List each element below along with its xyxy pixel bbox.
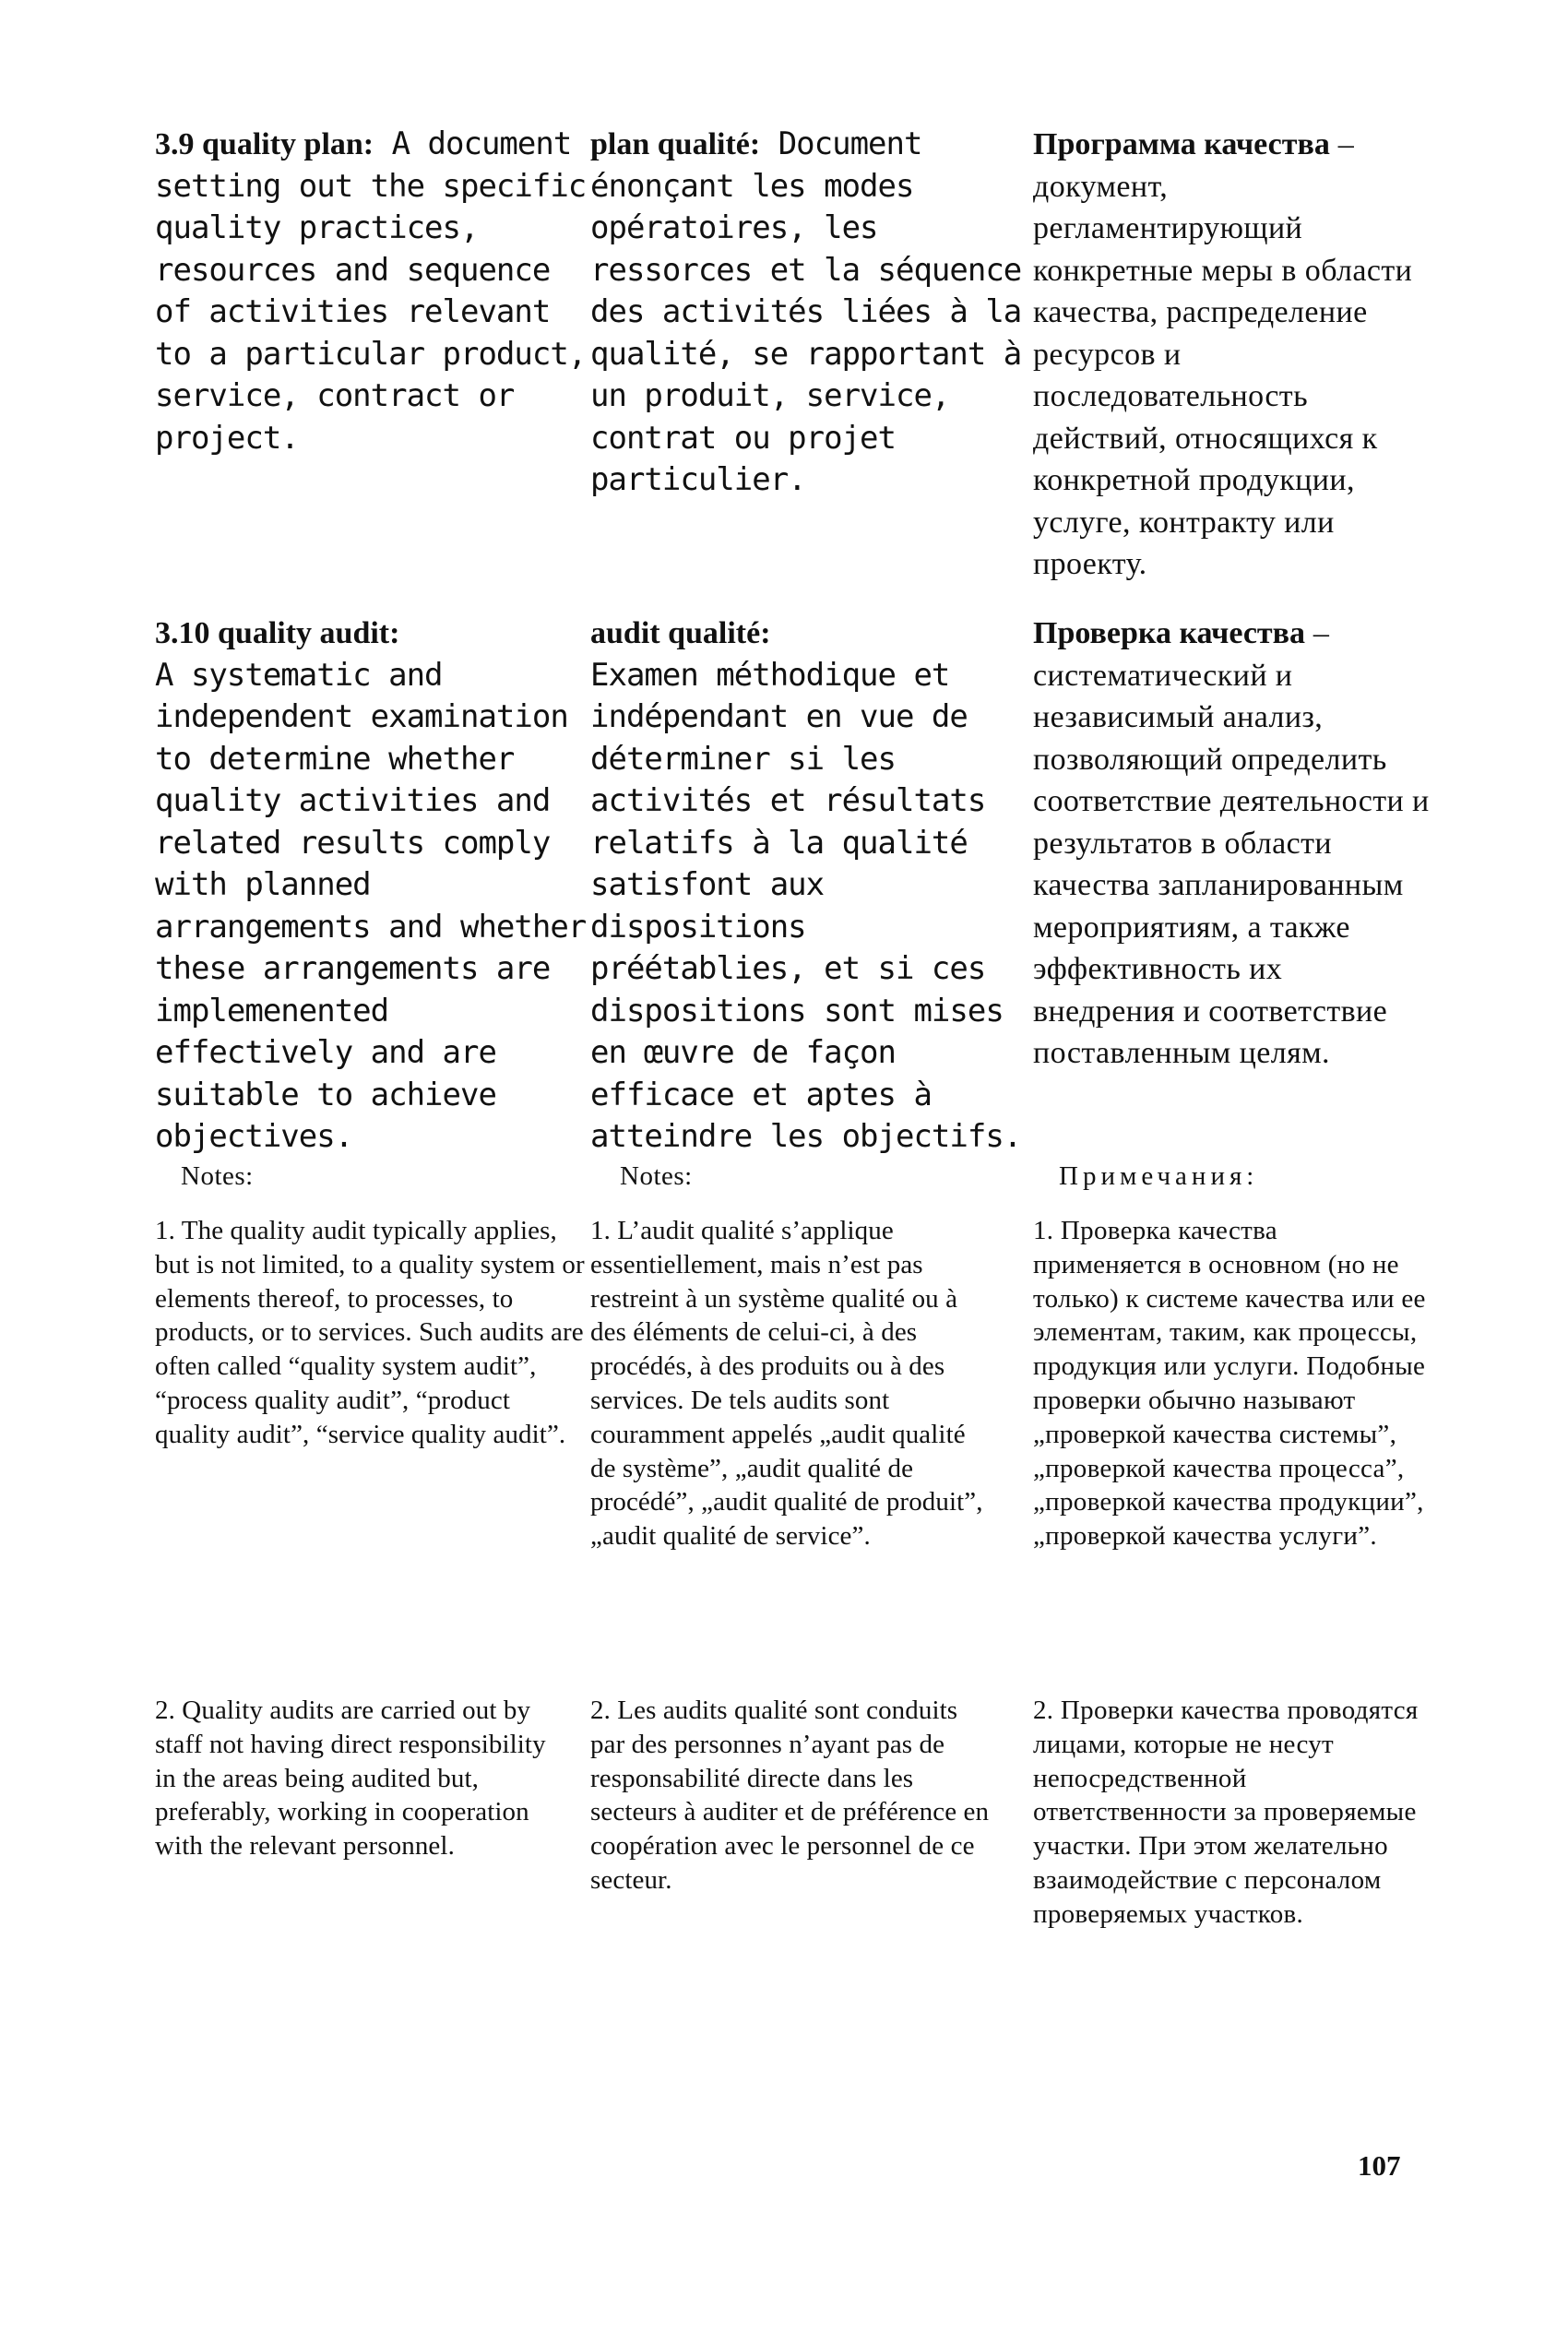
entry-3-9-fr-term: plan qualité: — [590, 127, 761, 161]
entry-3-10-en-term: 3.10 quality audit: — [155, 616, 400, 650]
entry-3-10-fr-term: audit qualité: — [590, 616, 771, 650]
entry-3-9-en — [155, 124, 588, 459]
note-2-ru: 2. Проверки качества проводятся лицами, которые не несут непосредственной ответственности за проверяемые участки. При этом желательно взаимодействие с персоналом проверяемых участков. — [1033, 1695, 1419, 1929]
note-2-en: 2. Quality audits are carried out by staff not having direct responsibility in the areas being audited but, preferably, working in cooperation with the relevant personnel. — [155, 1695, 546, 1862]
entry-3-10-fr-definition: Examen méthodique et indépendant en vue de déterminer si les activités et résultats relatifs à la qualité satisfont aux dispositions préétablies, et si ces dispositions sont mises en œuvre de façon efficace et aptes à atteindre les objectifs. — [590, 656, 1022, 1155]
entry-3-9-ru — [1033, 124, 1430, 586]
note-1-ru: 1. Проверка качества применяется в основном (но не только) к системе качества или ее элементам, таким, как процессы, продукция или услуги. Подобные проверки обычно называют „проверкой качества системы”, „проверкой качества процесса”, „проверкой качества продукции”, „проверкой качества услуги”. — [1033, 1216, 1426, 1552]
notes-heading-fr: Notes: — [620, 1161, 693, 1191]
entry-3-9-ru-definition: – документ, регламентирующий конкретные меры в области качества, распределение ресурсов и последовательность действий, относящихся к конкретной продукции, услуге, контракту или проекту. — [1033, 127, 1413, 581]
note-1-en: 1. The quality audit typically applies, but is not limited, to a quality system or elements thereof, to processes, to products, or to services. Such audits are often called “quality system audit”, “process quality audit”, “product quality audit”, “service quality audit”. — [155, 1216, 585, 1449]
entry-3-9-en-definition: A document setting out the specific quality practices, resources and sequence of activities relevant to a particular product, service, contract or project. — [155, 125, 587, 457]
note-1-fr: 1. L’audit qualité s’applique essentiellement, mais n’est pas restreint à un système qualité ou à des éléments de celui-ci, à des procédés, à des produits ou à des services. De tels audits sont couramment appelés „audit qualité de système”, „audit qualité de procédé”, „audit qualité de produit”, „audit qualité de service”. — [590, 1216, 983, 1552]
entry-3-10-en — [155, 613, 588, 1159]
entry-3-9-fr — [590, 124, 1024, 502]
notes-heading-ru: Примечания: — [1059, 1161, 1259, 1191]
note-2-fr: 2. Les audits qualité sont conduits par des personnes n’ayant pas de responsabilité directe dans les secteurs à auditer et de préférence en coopération avec le personnel de ce secteur. — [590, 1695, 990, 1895]
entry-3-10-ru-definition: – систематический и независимый анализ, позволяющий определить соответствие деятельности и результатов в области качества запланированным мероприятиям, а также эффективность их внедрения и соответствие поставленным целям. — [1033, 616, 1430, 1070]
entry-3-10-en-definition: A systematic and independent examination to determine whether quality activities and related results comply with planned arrangements and whether these arrangements are implemenented effectively and are suitable to achieve objectives. — [155, 656, 587, 1155]
entry-3-10-ru-term: Проверка качества — [1033, 616, 1305, 650]
notes-heading-en: Notes: — [181, 1161, 254, 1191]
entry-3-9-fr-definition: Document énonçant les modes opératoires, les ressorces et la séquence des activités liées à la qualité, se rapportant à un produit, service, contrat ou projet particulier. — [590, 125, 1022, 498]
entry-3-9-en-term: 3.9 quality plan: — [155, 127, 374, 161]
entry-3-9-ru-term: Программа качества — [1033, 127, 1330, 161]
page-number: 107 — [1358, 2149, 1401, 2182]
entry-3-10-ru — [1033, 613, 1430, 1075]
entry-3-10-fr — [590, 613, 1024, 1159]
